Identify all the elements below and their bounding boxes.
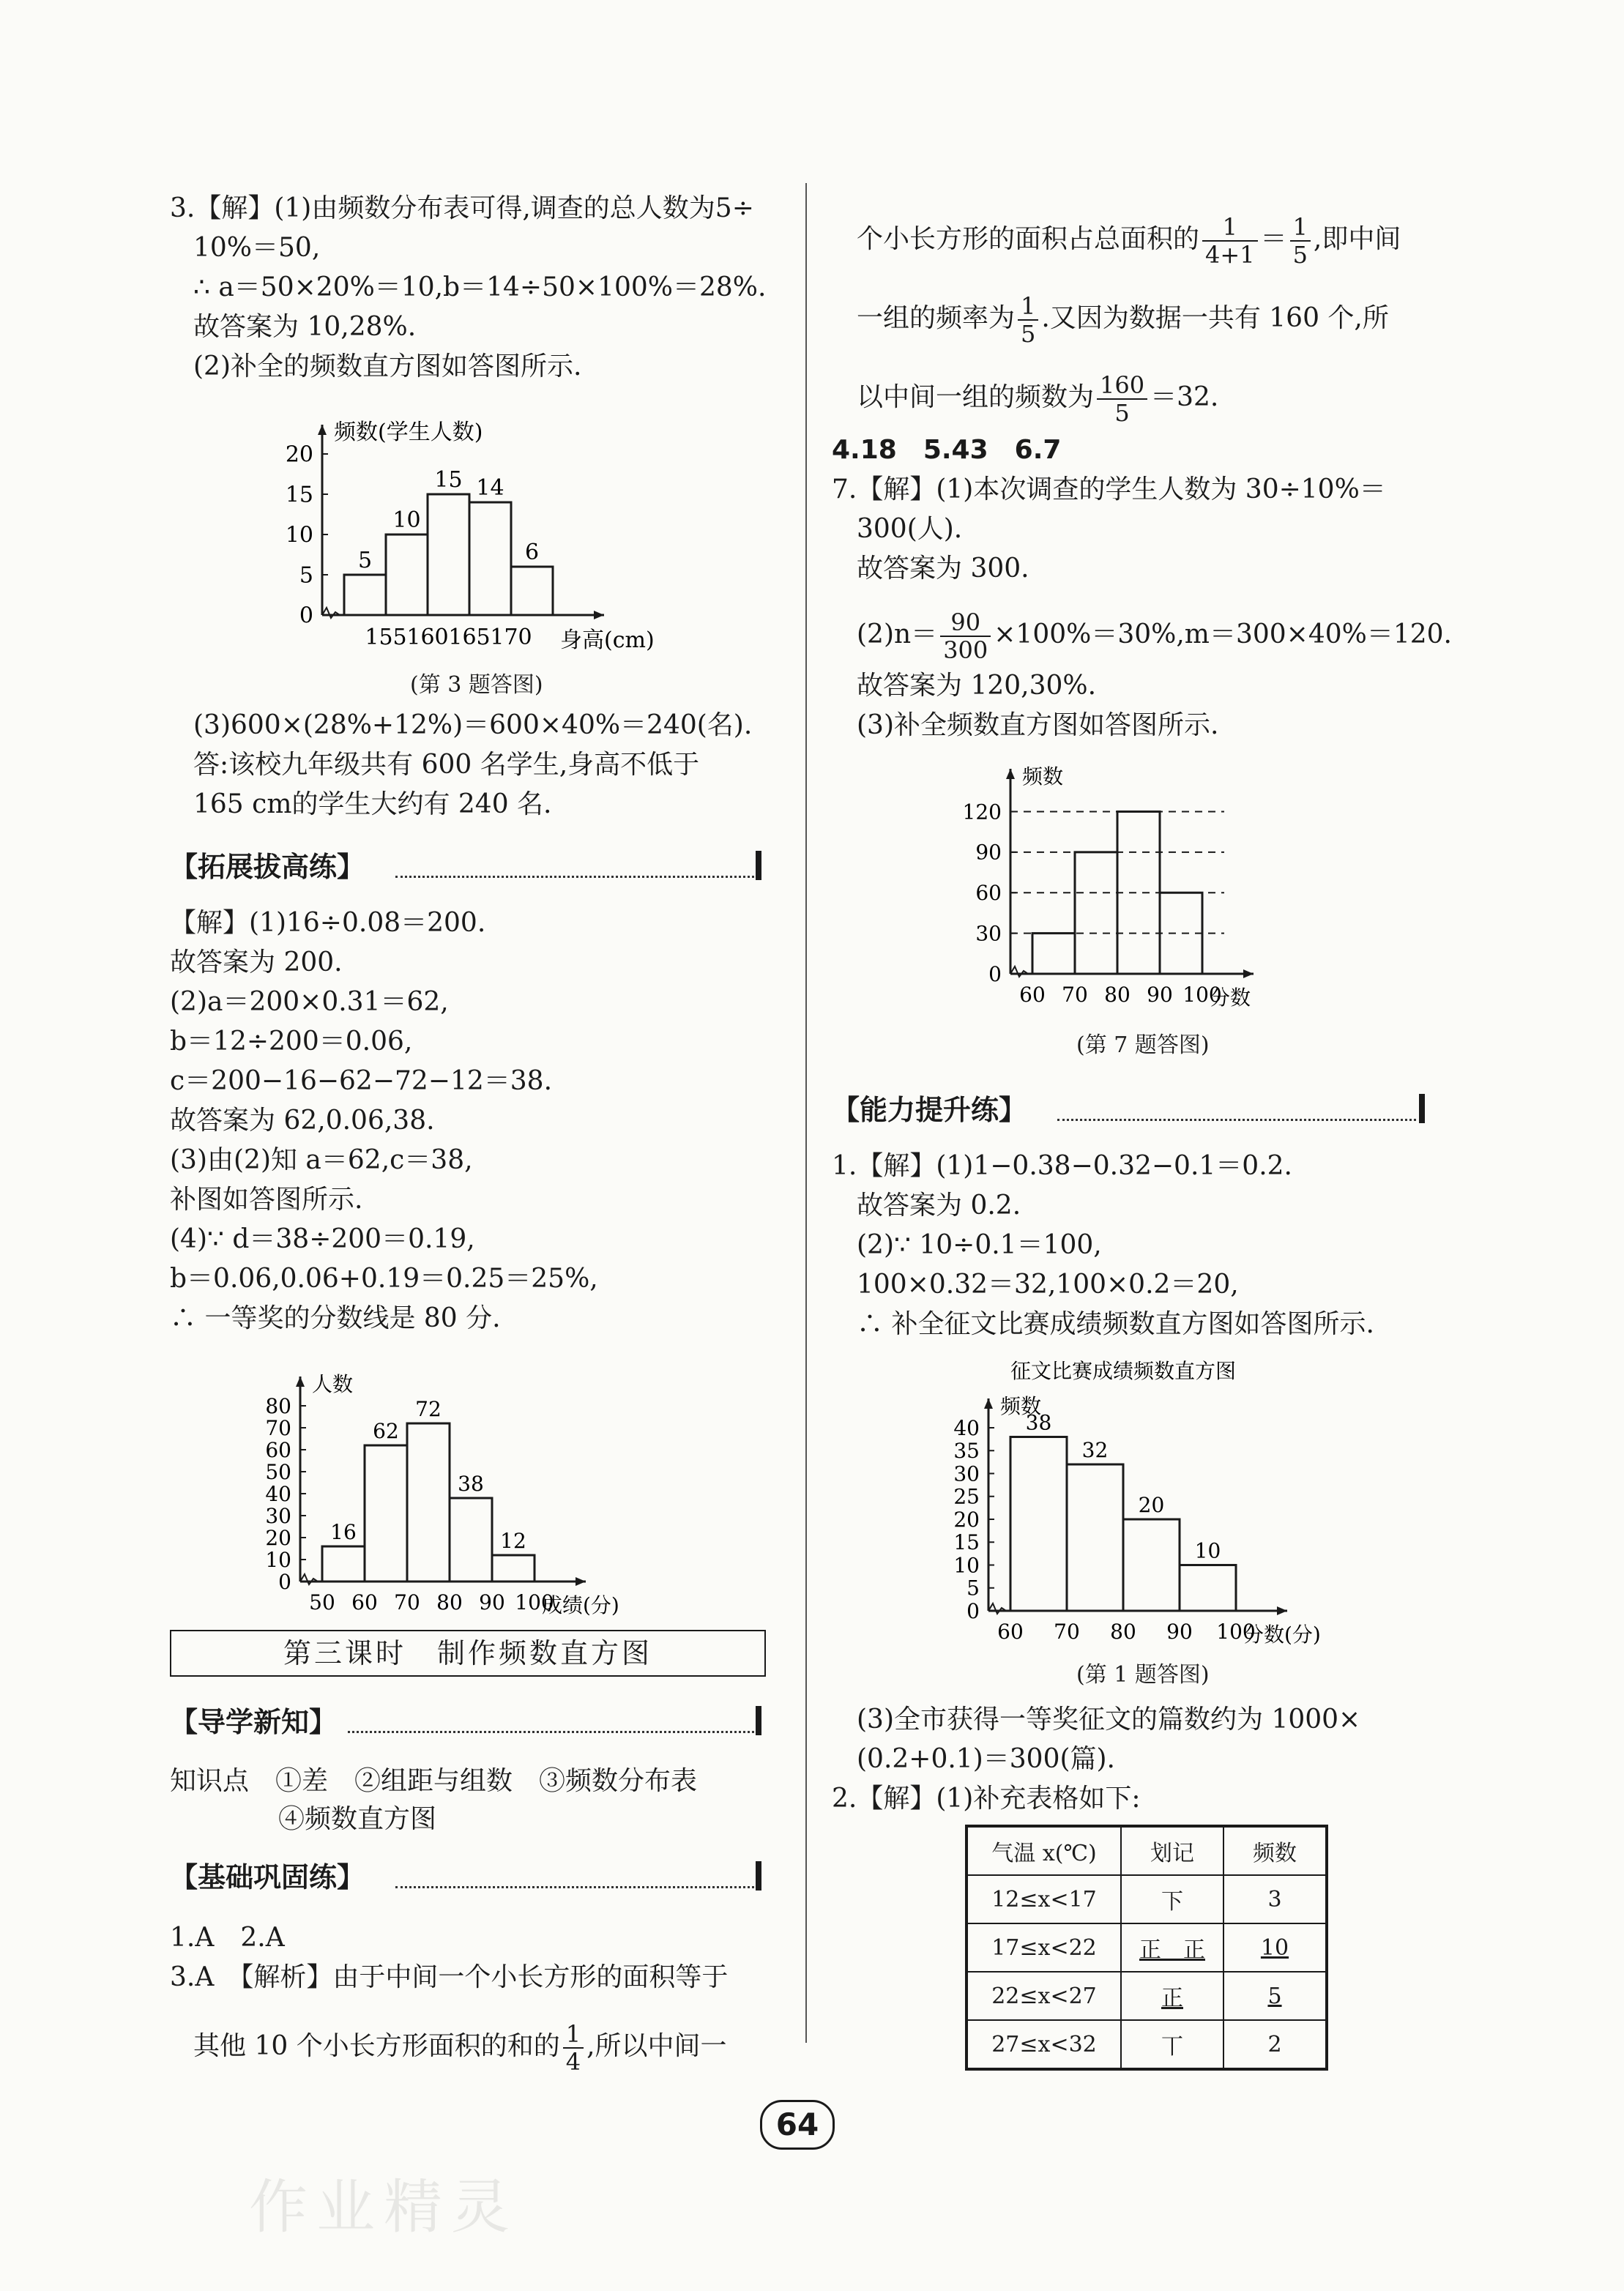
lesson-title-box: 第三课时 制作频数直方图 xyxy=(170,1630,766,1677)
y-tick-label: 25 xyxy=(953,1484,980,1509)
chart-q7-histogram xyxy=(945,754,1355,1018)
bar xyxy=(492,1555,534,1582)
x-tick-label: 90 xyxy=(479,1590,505,1614)
x-axis-label: 成绩(分) xyxy=(542,1593,619,1617)
table-header: 划记 xyxy=(1121,1826,1223,1875)
text-line: ∴ a＝50×20%＝10,b＝14÷50×100%＝28%. xyxy=(193,272,767,302)
bar-value-label: 10 xyxy=(1194,1538,1221,1563)
y-tick-label: 120 xyxy=(962,800,1002,824)
y-axis-label: 人数 xyxy=(312,1372,354,1396)
x-tick-label: 70 xyxy=(1062,983,1088,1007)
bar xyxy=(407,1423,450,1582)
bar xyxy=(386,534,428,615)
text-line: 100×0.32＝32,100×0.2＝20, xyxy=(857,1270,1239,1300)
y-tick-label: 60 xyxy=(265,1437,291,1462)
knowledge-points-line-2: ④频数直方图 xyxy=(278,1804,437,1834)
text-line: (2)∵ 10÷0.1＝100, xyxy=(857,1230,1102,1260)
q7-line-3: 故答案为 300. xyxy=(857,554,1029,584)
watermark: 作业精灵 xyxy=(249,2173,518,2241)
x-tick-label: 100 xyxy=(1216,1620,1256,1644)
section-dots xyxy=(395,1886,754,1888)
section-bar-end xyxy=(1419,1094,1425,1123)
text-line: ∴ 补全征文比赛成绩频数直方图如答图所示. xyxy=(857,1309,1374,1339)
text-line: 【解】(1)16÷0.08＝200. xyxy=(170,908,486,938)
bar-value-label: 32 xyxy=(1081,1438,1109,1462)
bar-value-label: 20 xyxy=(1138,1493,1165,1517)
y-tick-label: 40 xyxy=(265,1481,291,1506)
text-line: 故答案为 62,0.06,38. xyxy=(170,1106,435,1136)
bar xyxy=(511,567,553,615)
y-tick-label: 70 xyxy=(265,1415,291,1440)
x-tick-label: 100 xyxy=(515,1590,554,1614)
y-tick-label: 40 xyxy=(953,1415,980,1440)
text-line: 故答案为 200. xyxy=(170,947,343,977)
x-axis-arrow xyxy=(576,1577,586,1586)
x-tick-label: 50 xyxy=(309,1590,335,1614)
text-line: 10%＝50, xyxy=(193,233,321,263)
bar xyxy=(322,1546,365,1582)
answer-3-line-2: 其他 10 个小长方形面积的和的 $\frac{1}{4}$ ,所以中间一 xyxy=(193,2020,727,2076)
table-header-row xyxy=(966,1826,1327,1875)
text-line: b＝12÷200＝0.06, xyxy=(170,1027,413,1057)
answers-1-2: 1.A 2.A xyxy=(170,1923,285,1953)
table-header: 气温 x(℃) xyxy=(966,1826,1121,1875)
text-line: b＝0.06,0.06+0.19＝0.25＝25%, xyxy=(170,1264,598,1294)
table-cell: 17≤x<22 xyxy=(966,1923,1121,1972)
x-axis-label: 分数 xyxy=(1210,986,1251,1010)
bar-value-label: 62 xyxy=(373,1419,399,1443)
text-line: (3)600×(28%+12%)＝600×40%＝240(名). xyxy=(193,710,753,740)
q7-line-5: 故答案为 120,30%. xyxy=(857,671,1097,701)
x-tick-label: 165 xyxy=(448,625,491,650)
text-line: 故答案为 0.2. xyxy=(857,1191,1021,1221)
y-axis-label: 频数 xyxy=(1022,764,1064,789)
y-tick-label: 10 xyxy=(953,1553,980,1578)
bar-value-label: 5 xyxy=(357,548,373,573)
text-line: 答:该校九年级共有 600 名学生,身高不低于 xyxy=(193,750,700,780)
y-axis-label: 频数(学生人数) xyxy=(334,420,483,445)
y-tick-label: 0 xyxy=(299,603,313,629)
y-tick-label: 35 xyxy=(953,1439,980,1464)
y-axis-label: 频数 xyxy=(1000,1394,1042,1418)
x-axis-label: 身高(cm) xyxy=(560,627,655,653)
table-cell: 22≤x<27 xyxy=(966,1972,1121,2020)
y-tick-label: 20 xyxy=(953,1507,980,1532)
bar-value-label: 38 xyxy=(1025,1410,1052,1435)
y-tick-label: 15 xyxy=(285,482,313,508)
page-number: 64 xyxy=(760,2100,835,2150)
y-tick-label: 10 xyxy=(285,522,313,548)
fraction: $\frac{1}{4}$ xyxy=(563,2021,584,2075)
section-header-daoxue: 【导学新知】 xyxy=(170,1706,338,1738)
chart-title: 征文比赛成绩频数直方图 xyxy=(1010,1359,1237,1383)
section-dots xyxy=(395,876,754,878)
x-tick-label: 80 xyxy=(436,1590,463,1614)
table-row xyxy=(966,1923,1327,1972)
x-tick-label: 80 xyxy=(1110,1620,1136,1644)
bar xyxy=(1117,811,1160,974)
y-tick-label: 80 xyxy=(265,1393,291,1418)
table-cell: 下 xyxy=(1121,1875,1223,1923)
bar-value-label: 10 xyxy=(392,507,421,533)
axis-break xyxy=(988,1603,1006,1614)
x-tick-label: 155 xyxy=(365,625,407,650)
chart-score-histogram xyxy=(242,1355,696,1625)
y-axis-arrow xyxy=(984,1398,993,1409)
bar xyxy=(344,575,386,615)
x-axis-arrow xyxy=(1243,969,1254,978)
x-tick-label: 60 xyxy=(1019,983,1046,1007)
x-axis-arrow xyxy=(1277,1606,1287,1615)
text-line: 3.【解】(1)由频数分布表可得,调查的总人数为5÷ xyxy=(170,193,754,223)
bar-value-label: 14 xyxy=(476,475,504,501)
x-axis-label: 分数(分) xyxy=(1243,1623,1321,1647)
y-tick-label: 0 xyxy=(278,1569,291,1594)
continuation-line-1: 个小长方形的面积占总面积的 $\frac{1}{4+1}$ ＝ $\frac{1}{5}$ ,即中间 xyxy=(857,213,1401,269)
text-line: ∴ 一等奖的分数线是 80 分. xyxy=(170,1303,501,1333)
y-tick-label: 0 xyxy=(988,961,1002,986)
y-axis-arrow xyxy=(296,1377,305,1387)
answer-3-line-1: 3.A 【解析】由于中间一个小长方形的面积等于 xyxy=(170,1962,729,1992)
x-tick-label: 170 xyxy=(490,625,532,650)
nengli-part-3-line-1: (3)全市获得一等奖征文的篇数约为 1000× xyxy=(857,1705,1361,1735)
section-dots xyxy=(1057,1119,1416,1121)
table-cell: 12≤x<17 xyxy=(966,1875,1121,1923)
section-bar-end xyxy=(756,851,761,880)
bar xyxy=(428,494,469,615)
bar xyxy=(450,1498,492,1582)
bar xyxy=(1032,934,1075,974)
y-tick-label: 15 xyxy=(953,1530,980,1555)
text-line: (4)∵ d＝38÷200＝0.19, xyxy=(170,1224,475,1254)
knowledge-points-line-1: 知识点 ①差 ②组距与组数 ③频数分布表 xyxy=(170,1766,698,1796)
chart-caption-q7: (第 7 题答图) xyxy=(1076,1032,1210,1058)
tally-table xyxy=(965,1825,1328,2071)
x-tick-label: 70 xyxy=(1054,1620,1080,1644)
x-tick-label: 90 xyxy=(1166,1620,1193,1644)
y-tick-label: 20 xyxy=(265,1525,291,1550)
bar-value-label: 6 xyxy=(524,540,540,565)
table-cell: 27≤x<32 xyxy=(966,2020,1121,2069)
y-tick-label: 90 xyxy=(975,840,1002,865)
x-tick-label: 80 xyxy=(1104,983,1131,1007)
text-line: (2)a＝200×0.31＝62, xyxy=(170,987,449,1017)
section-header-nengli: 【能力提升练】 xyxy=(832,1094,1027,1126)
q7-line-1: 7.【解】(1)本次调查的学生人数为 30÷10%＝ xyxy=(832,474,1386,504)
y-tick-label: 20 xyxy=(285,442,313,468)
section-dots xyxy=(348,1731,754,1733)
x-tick-label: 100 xyxy=(1182,983,1222,1007)
q7-line-2: 300(人). xyxy=(857,514,963,544)
q7-line-6: (3)补全频数直方图如答图所示. xyxy=(857,710,1219,740)
bar xyxy=(1123,1519,1180,1611)
table-cell: 5 xyxy=(1223,1972,1327,2020)
table-header: 频数 xyxy=(1223,1826,1327,1875)
y-tick-label: 30 xyxy=(265,1503,291,1528)
bar xyxy=(469,502,511,615)
bar-value-label: 72 xyxy=(415,1397,442,1421)
section-bar-end xyxy=(756,1706,761,1735)
x-tick-label: 160 xyxy=(406,625,449,650)
nengli-part-3-line-2: (0.2+0.1)＝300(篇). xyxy=(857,1744,1116,1774)
text-line: (2)补全的频数直方图如答图所示. xyxy=(193,351,582,381)
bar xyxy=(365,1445,407,1582)
y-tick-label: 10 xyxy=(265,1547,291,1572)
table-row xyxy=(966,2020,1327,2069)
text-line: 1.【解】(1)1−0.38−0.32−0.1＝0.2. xyxy=(832,1151,1292,1181)
bar-value-label: 16 xyxy=(330,1520,357,1544)
y-tick-label: 50 xyxy=(265,1459,291,1484)
x-tick-label: 70 xyxy=(394,1590,420,1614)
axis-break xyxy=(300,1574,318,1584)
x-axis-arrow xyxy=(594,611,604,619)
y-tick-label: 0 xyxy=(966,1598,980,1623)
text-line: c＝200−16−62−72−12＝38. xyxy=(170,1066,553,1096)
text-line: 165 cm的学生大约有 240 名. xyxy=(193,789,552,819)
table-row xyxy=(966,1875,1327,1923)
continuation-line-3: 以中间一组的频数为 $\frac{160}{5}$ ＝32. xyxy=(857,371,1219,427)
y-tick-label: 5 xyxy=(299,562,313,589)
table-cell: 正 xyxy=(1121,1972,1223,2020)
bar-value-label: 38 xyxy=(458,1472,484,1496)
y-axis-arrow xyxy=(1006,769,1015,779)
answers-4-5-6: 4.18 5.43 6.7 xyxy=(832,435,1062,465)
section-bar-end xyxy=(756,1861,761,1890)
text-line: 补图如答图所示. xyxy=(170,1185,363,1215)
axis-break xyxy=(322,608,340,618)
table-cell: 10 xyxy=(1223,1923,1327,1972)
bar xyxy=(1180,1565,1236,1612)
q7-line-4: (2)n＝ $\frac{90}{300}$ ×100%＝30%,m＝300×40%＝120. xyxy=(857,608,1452,664)
bar xyxy=(1067,1464,1123,1611)
bar-value-label: 12 xyxy=(500,1529,526,1553)
table-row xyxy=(966,1972,1327,2020)
y-tick-label: 5 xyxy=(966,1576,980,1601)
chart-essay-histogram xyxy=(923,1355,1362,1647)
x-tick-label: 90 xyxy=(1147,983,1173,1007)
bar xyxy=(1075,852,1117,974)
table-cell: 正 正 xyxy=(1121,1923,1223,1972)
x-tick-label: 60 xyxy=(997,1620,1024,1644)
table-cell: 3 xyxy=(1223,1875,1327,1923)
bar xyxy=(1010,1437,1067,1612)
y-tick-label: 30 xyxy=(975,921,1002,946)
y-tick-label: 30 xyxy=(953,1461,980,1486)
text-line: (3)由(2)知 a＝62,c＝38, xyxy=(170,1145,473,1175)
text-line: 故答案为 10,28%. xyxy=(193,312,417,342)
x-tick-label: 60 xyxy=(351,1590,378,1614)
table-cell: 丅 xyxy=(1121,2020,1223,2069)
bar-value-label: 15 xyxy=(434,467,463,493)
continuation-line-2: 一组的频率为 $\frac{1}{5}$ .又因为数据一共有 160 个,所 xyxy=(857,292,1389,348)
chart-caption-q3: (第 3 题答图) xyxy=(410,672,543,698)
column-divider xyxy=(805,183,807,2043)
chart-caption-nengli-1: (第 1 题答图) xyxy=(1076,1662,1210,1688)
y-axis-arrow xyxy=(318,425,327,435)
chart-height-histogram xyxy=(278,388,718,666)
q2-intro: 2.【解】(1)补充表格如下: xyxy=(832,1784,1141,1814)
section-header-jichu: 【基础巩固练】 xyxy=(170,1861,365,1893)
y-tick-label: 60 xyxy=(975,881,1002,906)
axis-break xyxy=(1010,966,1028,977)
table-cell: 2 xyxy=(1223,2020,1327,2069)
section-header-tuozhan: 【拓展拔高练】 xyxy=(170,851,365,883)
